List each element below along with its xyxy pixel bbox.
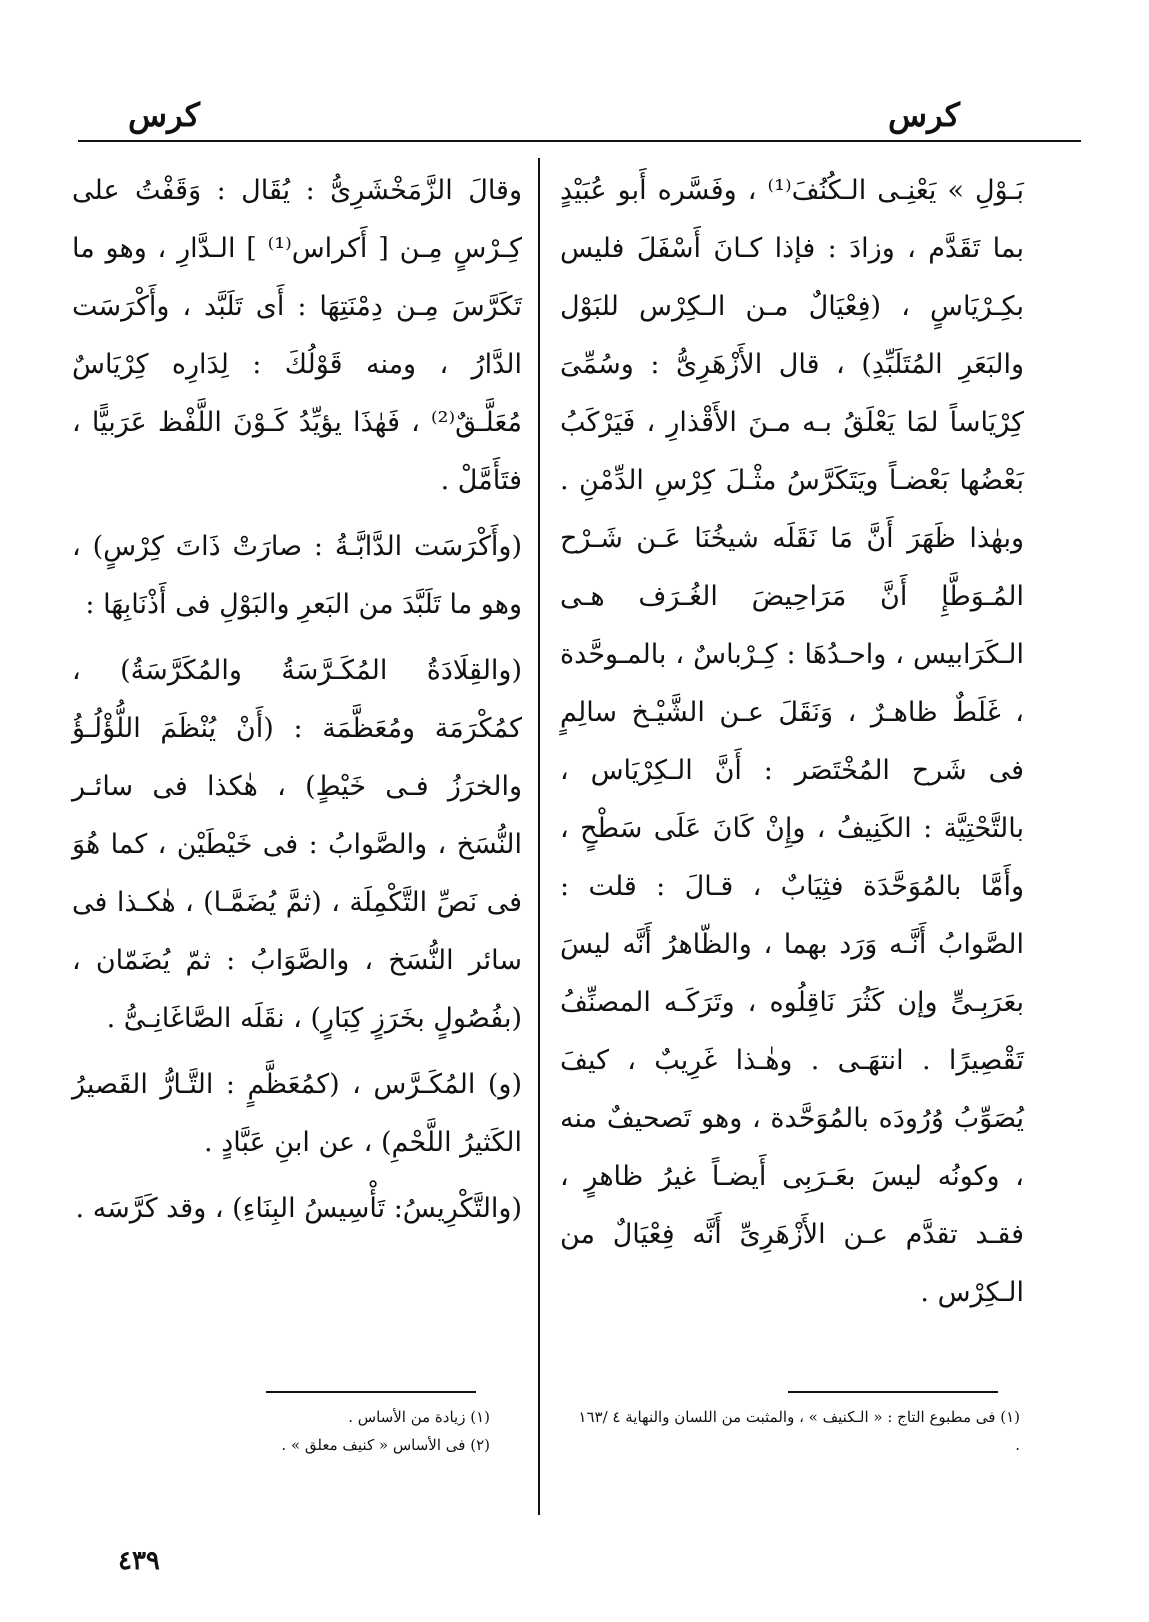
- right-paragraph: بَـوْلِ » يَعْنِـى الـكُنُفَ⁽¹⁾ ، وفَسَّره أَبو عُبَيْدٍ بما تَقَدَّم ، وزادَ : فإذا كـانَ أَسْفَلَ فليس بكِـرْيَاسٍ ، (فِعْيَالٌ مـن الـكِرْس للبَوْل والبَعَرِ المُتَلَبِّدِ) ، قال الأَزْهَرِىُّ : وسُمِّىَ كِرْيَاساً لمَا يَعْلَقُ بـه مـنَ الأَقْذارِ ، فَيَرْكَبُ بَعْضُها بَعْضـاً ويَتَكَرَّسُ مثْـلَ كِرْسِ الدِّمْنِ . وبهٰذا ظَهَرَ أَنَّ مَا نَقَلَه شيخُنَا عَـن شَـرْح المُـوَطَّإِ أَنَّ مَرَاحِيضَ الغُـرَف هـى الـكَرَابيس ، واحـدُهَا : كِـرْباسٌ ، بالمـوحَّدة ، غَلَطٌ ظاهـرٌ ، وَنَقَلَ عـن الشَّيْـخ سالِمٍ فى شَرح المُخْتَصَر : أَنَّ الـكِرْيَاس ، بالتَّحْتِيَّة : الكَنِيفُ ، وإِنْ كَانَ عَلَى سَطْحٍ ، وأَمَّا بالمُوَحَّدَة فثِيَابٌ ، قـالَ : قلت : الصَّوابُ أَنَّـه وَرَد بهما ، والظّاهرُ أَنَّه ليسَ بعَرَبِـىٍّ وإن كَثُرَ نَاقِلُوه ، وتَرَكَـه المصنِّفُ تَقْصِيرًا . انتهَـى . وهٰـذا غَرِيبٌ ، كيفَ يُصَوِّبُ وُرُودَه بالمُوَحَّدة ، وهو تَصحيفٌ منه ، وكونُه ليسَ بعَـرَبِى أَيضـاً غيرُ ظاهرٍ ، فقـد تقدَّم عـن الأَزْهَرِىِّ أَنَّه فِعْيَالٌ من الـكِرْس .: [560, 175, 1025, 1308]
- footnote-right-1: (١) فى مطبوع التاج : « الـكنيف » ، والمثبت من اللسان والنهاية ٤ /١٦٣ .: [578, 1408, 1020, 1454]
- left-paragraph-2: (وأَكْرَسَت الدَّابَّـةُ : صارَتْ ذَاتَ كِرْسٍ) ، وهو ما تَلَبَّدَ من البَعرِ والبَوْلِ فى أَذْنَابِهَا :: [72, 531, 522, 620]
- left-paragraph-1: وقالَ الزَّمَخْشَرِىُّ : يُقَال : وَقَفْتُ على كِـرْسٍ مِـن [ أَكراس⁽¹⁾ ] الـدَّارِ ، وهو ما تَكَرَّسَ مِـن دِمْنَتِهَا : أَى تَلَبَّد ، وأَكْرَسَت الدَّارُ ، ومنه قَوْلُكَ : لِدَارِه كِرْيَاسٌ مُعَلَّـقٌ⁽²⁾ ، فَهٰذَا يؤيِّدُ كَـوْنَ اللَّفْظ عَرَبيًّا ، فتَأَمَّلْ .: [72, 175, 522, 496]
- right-text-column: [560, 162, 1024, 1330]
- column-divider: [538, 158, 540, 1515]
- left-paragraph-5: (والتَّكْرِيسُ: تَأْسِيسُ البِنَاءِ) ، وقد كَرَّسَه .: [75, 1193, 522, 1224]
- page-number: ٤٣٩: [118, 1546, 160, 1576]
- running-head-right: كرس: [888, 96, 960, 134]
- footnotes-left: [190, 1403, 490, 1459]
- left-text-column: [72, 162, 522, 1246]
- header-rule: [78, 140, 1081, 142]
- left-paragraph-3: (والقِلَادَةُ المُكَـرَّسَةُ والمُكَرَّسَةُ) ، كمُكْرَمَة ومُعَظَّمَة : (أَنْ يُنْظَمَ اللُّؤْلُـؤُ والخرَزُ فـى خَيْطٍ) ، هٰكذا فى سائـر النُّسَخ ، والصَّوابُ : فى خَيْطَيْن ، كما هُوَ فى نَصِّ التَّكْمِلَة ، (ثمَّ يُضَمَّـا) ، هٰكـذا فى سائر النُّسَخ ، والصَّوَابُ : ثمّ يُضَمّان ، (بفُصُولٍ بخَرَزٍ كِبَارٍ) ، نقَلَه الصَّاغَانِـىُّ .: [72, 655, 522, 1034]
- footnote-rule-left: [266, 1391, 476, 1393]
- running-head-left: كرس: [128, 96, 200, 134]
- footnotes-right: [570, 1403, 1020, 1459]
- left-paragraph-4: (و) المُكَـرَّس ، (كمُعَظَّمٍ : التَّـارُّ القَصيرُ الكَثيرُ اللَّحْمِ) ، عن ابنِ عَبَّادٍ .: [72, 1069, 522, 1158]
- footnote-rule-right: [788, 1391, 998, 1393]
- footnote-left-2: (٢) فى الأساس « كنيف معلق » .: [281, 1436, 490, 1454]
- footnote-left-1: (١) زيادة من الأساس .: [348, 1408, 490, 1426]
